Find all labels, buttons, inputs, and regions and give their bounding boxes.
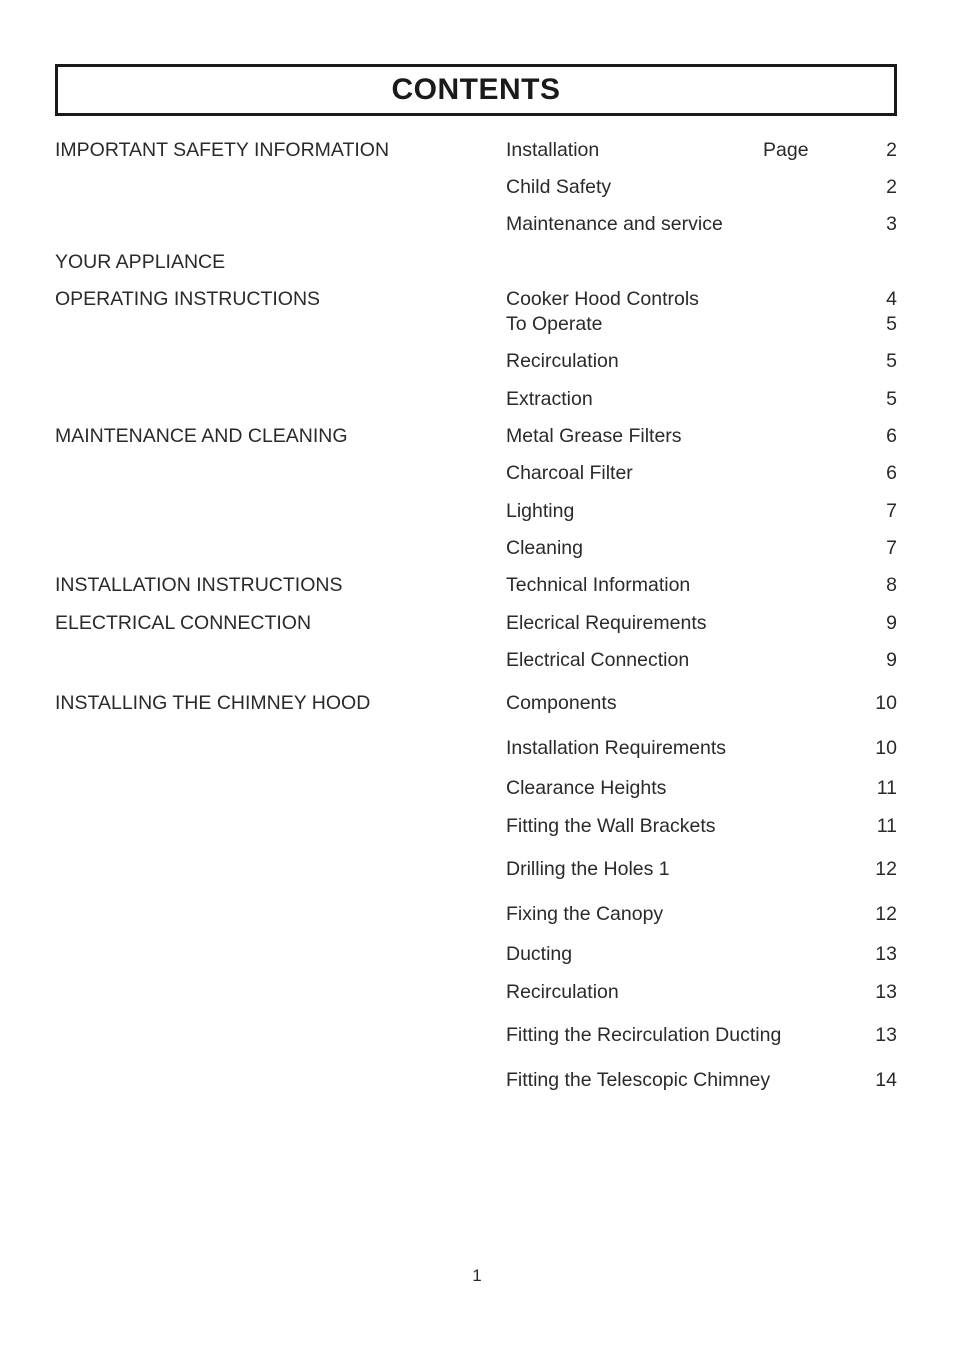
toc-section-heading: INSTALLATION INSTRUCTIONS xyxy=(55,574,343,596)
toc-topic: Lighting xyxy=(506,500,575,522)
toc-row xyxy=(0,386,954,412)
toc-row xyxy=(0,735,954,761)
toc-topic: Extraction xyxy=(506,388,593,410)
toc-page-number: 7 xyxy=(886,537,897,559)
toc-page-number: 2 xyxy=(886,176,897,198)
toc-row xyxy=(0,460,954,486)
toc-row xyxy=(0,286,954,312)
toc-row xyxy=(0,610,954,636)
toc-page-number: 13 xyxy=(875,943,897,965)
toc-page-number: 2 xyxy=(886,139,897,161)
toc-page-number: 6 xyxy=(886,425,897,447)
toc-topic: Metal Grease Filters xyxy=(506,425,682,447)
toc-topic: Recirculation xyxy=(506,350,619,372)
toc-row xyxy=(0,1022,954,1048)
toc-page-number: 5 xyxy=(886,350,897,372)
toc-page-number: 10 xyxy=(875,692,897,714)
toc-topic: Fitting the Telescopic Chimney xyxy=(506,1069,771,1091)
toc-page-number: 4 xyxy=(886,288,897,310)
toc-page-number: 9 xyxy=(886,612,897,634)
toc-page-number: 13 xyxy=(875,981,897,1003)
toc-section-heading: YOUR APPLIANCE xyxy=(55,251,226,273)
toc-topic: Cooker Hood Controls xyxy=(506,288,699,310)
toc-page-number: 14 xyxy=(875,1069,897,1091)
toc-topic: Installation Requirements xyxy=(506,737,727,759)
toc-topic: Fitting the Wall Brackets xyxy=(506,815,716,837)
toc-topic: Ducting xyxy=(506,943,573,965)
toc-topic: Clearance Heights xyxy=(506,777,667,799)
toc-row xyxy=(0,211,954,237)
toc-page-number: 3 xyxy=(886,213,897,235)
toc-row xyxy=(0,498,954,524)
toc-row xyxy=(0,249,954,275)
toc-page-number: 6 xyxy=(886,462,897,484)
toc-section-heading: IMPORTANT SAFETY INFORMATION xyxy=(55,139,390,161)
toc-topic: Fitting the Recirculation Ducting xyxy=(506,1024,782,1046)
toc-page-number: 8 xyxy=(886,574,897,596)
toc-section-heading: OPERATING INSTRUCTIONS xyxy=(55,288,321,310)
toc-topic: Charcoal Filter xyxy=(506,462,633,484)
toc-section-heading: MAINTENANCE AND CLEANING xyxy=(55,425,348,447)
toc-section-heading: ELECTRICAL CONNECTION xyxy=(55,612,312,634)
toc-row xyxy=(0,856,954,882)
toc-section-heading: INSTALLING THE CHIMNEY HOOD xyxy=(55,692,371,714)
toc-topic: Electrical Connection xyxy=(506,649,690,671)
toc-row xyxy=(0,647,954,673)
toc-row xyxy=(0,941,954,967)
toc-row xyxy=(0,174,954,200)
toc-page-number: 5 xyxy=(886,313,897,335)
toc-page-number: 11 xyxy=(876,777,897,799)
toc-topic: Installation xyxy=(506,139,600,161)
toc-row xyxy=(0,572,954,598)
toc-row xyxy=(0,775,954,801)
page-column-label: Page xyxy=(763,139,809,161)
toc-row xyxy=(0,535,954,561)
toc-topic: Maintenance and service xyxy=(506,213,723,235)
toc-row xyxy=(0,979,954,1005)
toc-page-number: 12 xyxy=(875,858,897,880)
toc-topic: Recirculation xyxy=(506,981,619,1003)
toc-row xyxy=(0,348,954,374)
toc-topic: Elecrical Requirements xyxy=(506,612,707,634)
toc-row xyxy=(0,690,954,716)
toc-page-number: 11 xyxy=(876,815,897,837)
toc-topic: To Operate xyxy=(506,313,603,335)
toc-page-number: 5 xyxy=(886,388,897,410)
toc-page-number: 10 xyxy=(875,737,897,759)
toc-row xyxy=(0,901,954,927)
toc-page-number: 7 xyxy=(886,500,897,522)
toc-topic: Drilling the Holes 1 xyxy=(506,858,670,880)
toc-row xyxy=(0,423,954,449)
toc-row xyxy=(0,311,954,337)
toc-topic: Fixing the Canopy xyxy=(506,903,664,925)
toc-page-number: 9 xyxy=(886,649,897,671)
toc-row xyxy=(0,137,954,163)
toc-topic: Technical Information xyxy=(506,574,691,596)
toc-row xyxy=(0,1067,954,1093)
footer-page-number: 1 xyxy=(472,1266,482,1285)
page-title: CONTENTS xyxy=(391,73,561,106)
toc-topic: Components xyxy=(506,692,617,714)
toc-page-number: 13 xyxy=(875,1024,897,1046)
toc-page-number: 12 xyxy=(875,903,897,925)
toc-topic: Cleaning xyxy=(506,537,583,559)
toc-row xyxy=(0,813,954,839)
toc-topic: Child Safety xyxy=(506,176,612,198)
